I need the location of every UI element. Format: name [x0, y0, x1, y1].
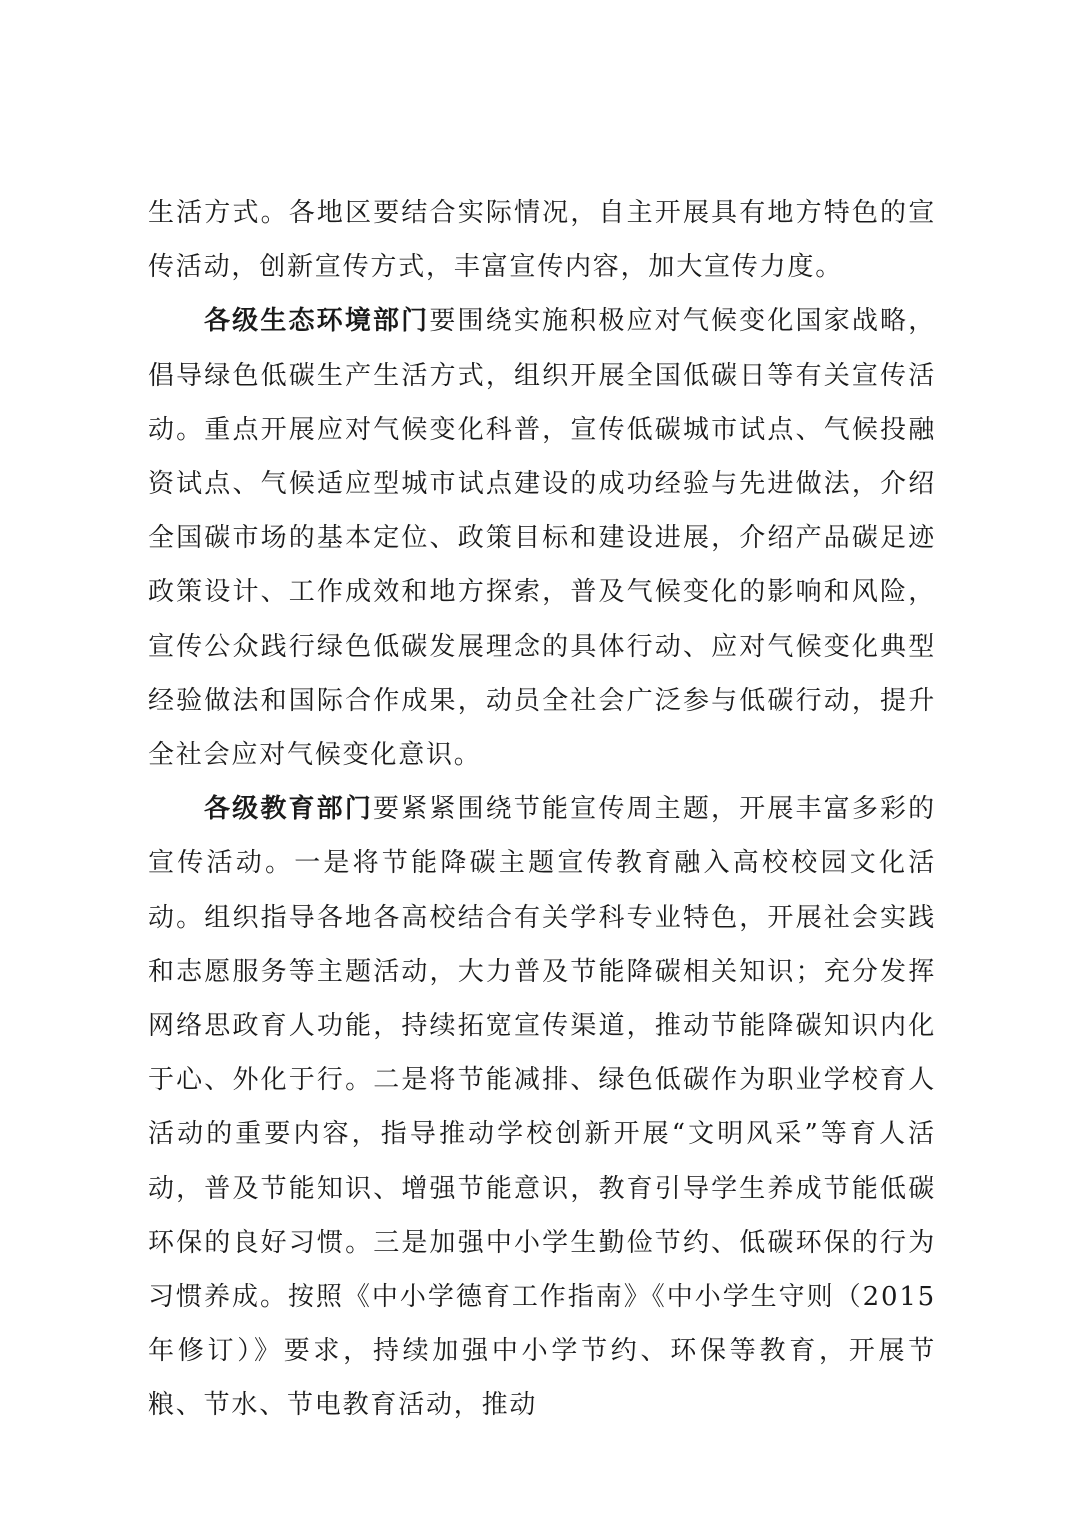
document-body: [148, 186, 936, 1433]
paragraph-text: 要围绕实施积极应对气候变化国家战略，倡导绿色低碳生产生活方式，组织开展全国低碳日等有关宣传活动。重点开展应对气候变化科普，宣传低碳城市试点、气候投融资试点、气候适应型城市试点建设的成功经验与先进做法，介绍全国碳市场的基本定位、政策目标和建设进展，介绍产品碳足迹政策设计、工作成效和地方探索，普及气候变化的影响和风险，宣传公众践行绿色低碳发展理念的具体行动、应对气候变化典型经验做法和国际合作成果，动员全社会广泛参与低碳行动，提升全社会应对气候变化意识。: [148, 306, 936, 771]
paragraph-text: 要紧紧围绕节能宣传周主题，开展丰富多彩的宣传活动。一是将节能降碳主题宣传教育融入高校校园文化活动。组织指导各地各高校结合有关学科专业特色，开展社会实践和志愿服务等主题活动，大力普及节能降碳相关知识；充分发挥网络思政育人功能，持续拓宽宣传渠道，推动节能降碳知识内化于心、外化于行。二是将节能减排、绿色低碳作为职业学校育人活动的重要内容，指导推动学校创新开展“文明风采”等育人活动，普及节能知识、增强节能意识，教育引导学生养成节能低碳环保的良好习惯。三是加强中小学生勤俭节约、低碳环保的行为习惯养成。按照《中小学德育工作指南》《中小学生守则（2015年修订）》要求，持续加强中小学节约、环保等教育，开展节粮、节水、节电教育活动，推动: [148, 794, 936, 1421]
paragraph-lead-heading: 各级教育部门: [204, 794, 374, 825]
paragraph-ecology-environment-departments: [148, 294, 936, 782]
paragraph-lead-heading: 各级生态环境部门: [204, 306, 430, 337]
paragraph-education-departments: [148, 782, 936, 1432]
paragraph-continuation: [148, 186, 936, 294]
paragraph-text: 生活方式。各地区要结合实际情况，自主开展具有地方特色的宣传活动，创新宣传方式，丰富宣传内容，加大宣传力度。: [148, 198, 936, 283]
